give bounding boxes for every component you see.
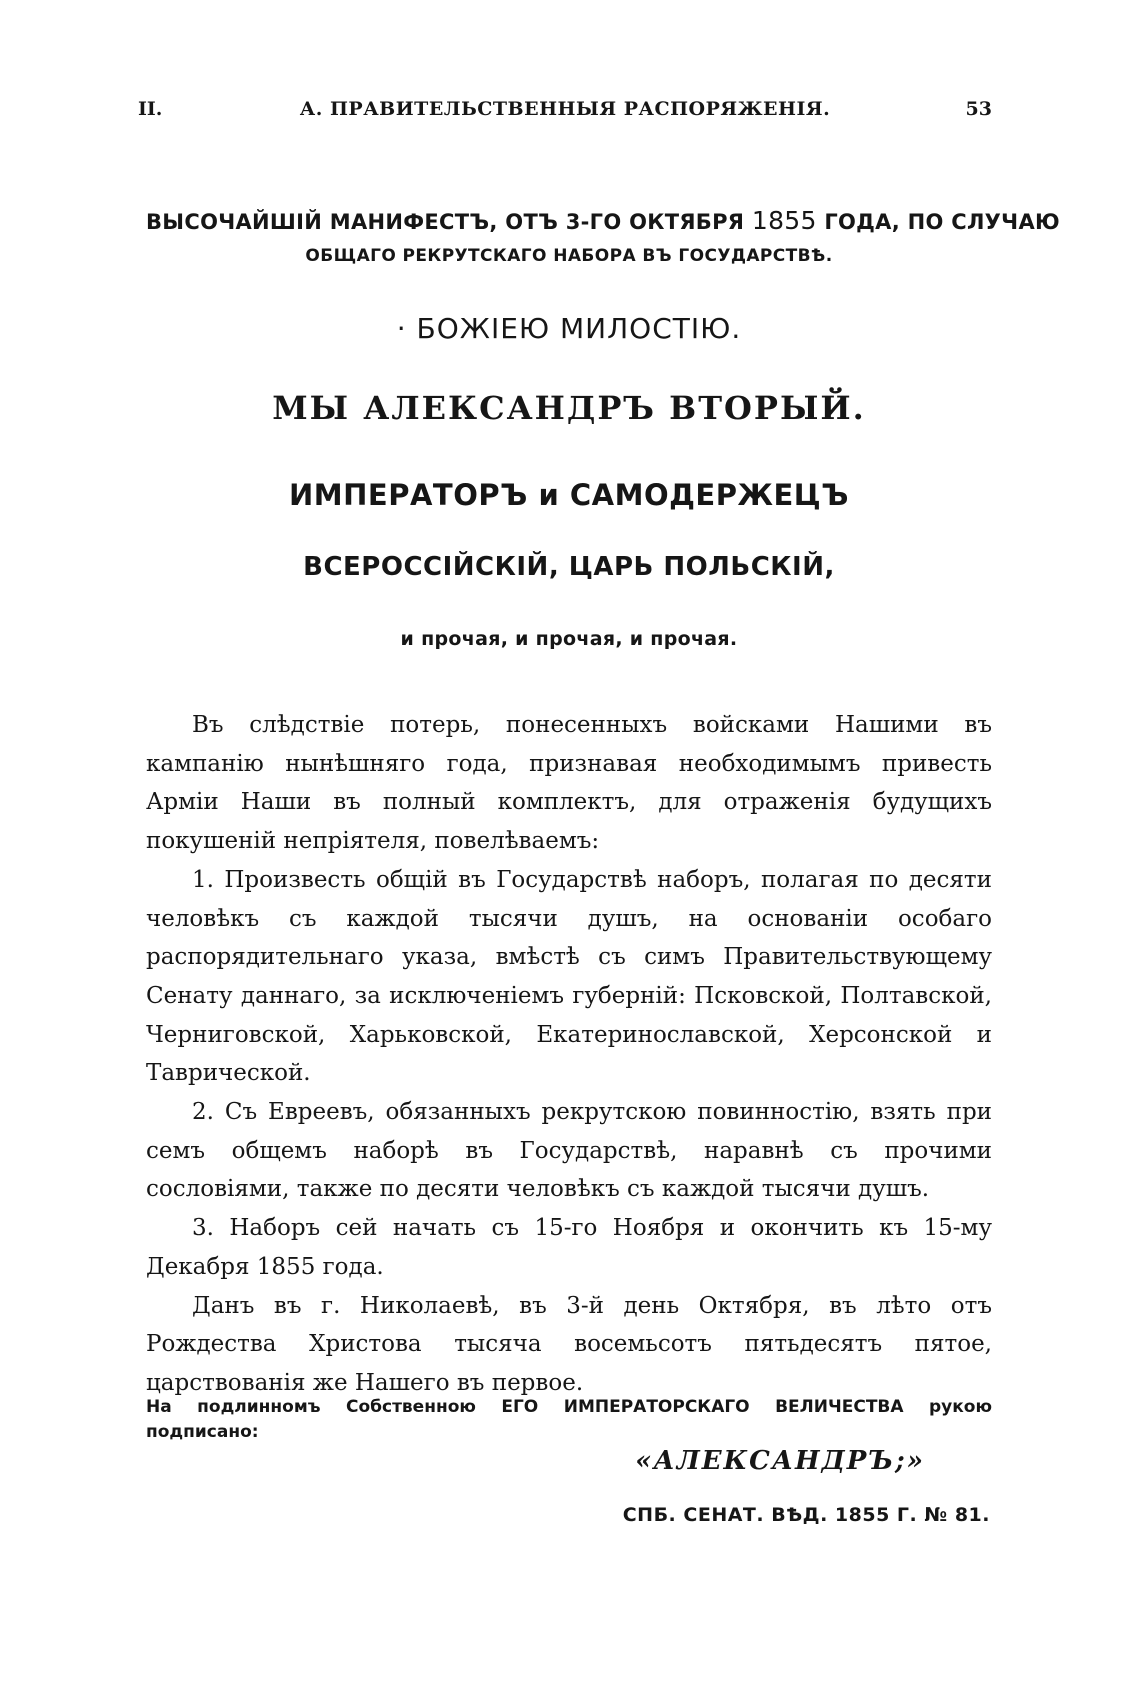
intro-paragraph: Въ слѣдствіе потерь, понесенныхъ войсками Нашими въ кампанію нынѣшняго года, признавая необходимымъ привесть Арміи Наши въ полный комплектъ, для отраженія будущихъ покушеній непріятеля, повелѣваемъ:: [146, 712, 992, 855]
document-title-line-2: ОБЩАГО РЕКРУТСКАГО НАБОРА ВЪ ГОСУДАРСТВѢ.: [305, 246, 833, 266]
signed-note: На подлинномъ Собственною ЕГО ИМПЕРАТОРСКАГО ВЕЛИЧЕСТВА рукою подписано:: [146, 1397, 992, 1442]
page-number: 53: [965, 98, 992, 120]
running-title: А. ПРАВИТЕЛЬСТВЕННЫЯ РАСПОРЯЖЕНІЯ.: [299, 98, 831, 120]
sovereign-name-heading: МЫ АЛЕКСАНДРЪ ВТОРЫЙ.: [272, 389, 866, 427]
section-number: II.: [138, 98, 163, 120]
item-2-paragraph: 2. Съ Евреевъ, обязанныхъ рекрутскою повинностію, взять при семъ общемъ наборѣ въ Государствѣ, наравнѣ съ прочими сословіями, также по десяти человѣкъ съ каждой тысячи душъ.: [146, 1099, 992, 1203]
by-grace-heading: · БОЖІЕЮ МИЛОСТІЮ.: [396, 312, 742, 345]
running-header: [138, 98, 992, 128]
et-cetera-line: и прочая, и прочая, и прочая.: [400, 628, 738, 650]
item-3-paragraph: 3. Наборъ сей начать съ 15-го Ноября и окончить къ 15-му Декабря 1855 года.: [146, 1215, 992, 1280]
emperor-title-heading: ИМПЕРАТОРЪ и САМОДЕРЖЕЦЪ: [289, 478, 849, 512]
given-at-paragraph: Данъ въ г. Николаевѣ, въ 3-й день Октября, въ лѣто отъ Рождества Христова тысяча восемьсотъ пятьдесятъ пятое, царствованія же Нашего въ первое.: [146, 1292, 992, 1396]
title-year: 1855: [751, 206, 817, 235]
signature: «АЛЕКСАНДРЪ;»: [635, 1446, 925, 1476]
document-title-line-1: [146, 206, 1060, 235]
realm-title-heading: ВСЕРОССІЙСКІЙ, ЦАРЬ ПОЛЬСКІЙ,: [303, 552, 835, 582]
title-text-start: ВЫСОЧАЙШІЙ МАНИФЕСТЪ, ОТЪ 3-ГО ОКТЯБРЯ: [146, 210, 752, 234]
item-1-paragraph: 1. Произвесть общій въ Государствѣ наборъ, полагая по десяти человѣкъ съ каждой тысячи душъ, на основаніи особаго распорядительнаго указа, вмѣстѣ съ симъ Правительствующему Сенату даннаго, за исключеніемъ губерній: Псковской, Полтавской, Черниговской, Харьковской, Екатеринославской, Херсонской и Таврической.: [146, 866, 992, 1087]
source-reference: СПБ. СЕНАТ. ВѢД. 1855 Г. № 81.: [622, 1504, 990, 1526]
title-text-end: ГОДА, ПО СЛУЧАЮ: [816, 210, 1060, 234]
manifesto-body: [146, 706, 992, 1403]
